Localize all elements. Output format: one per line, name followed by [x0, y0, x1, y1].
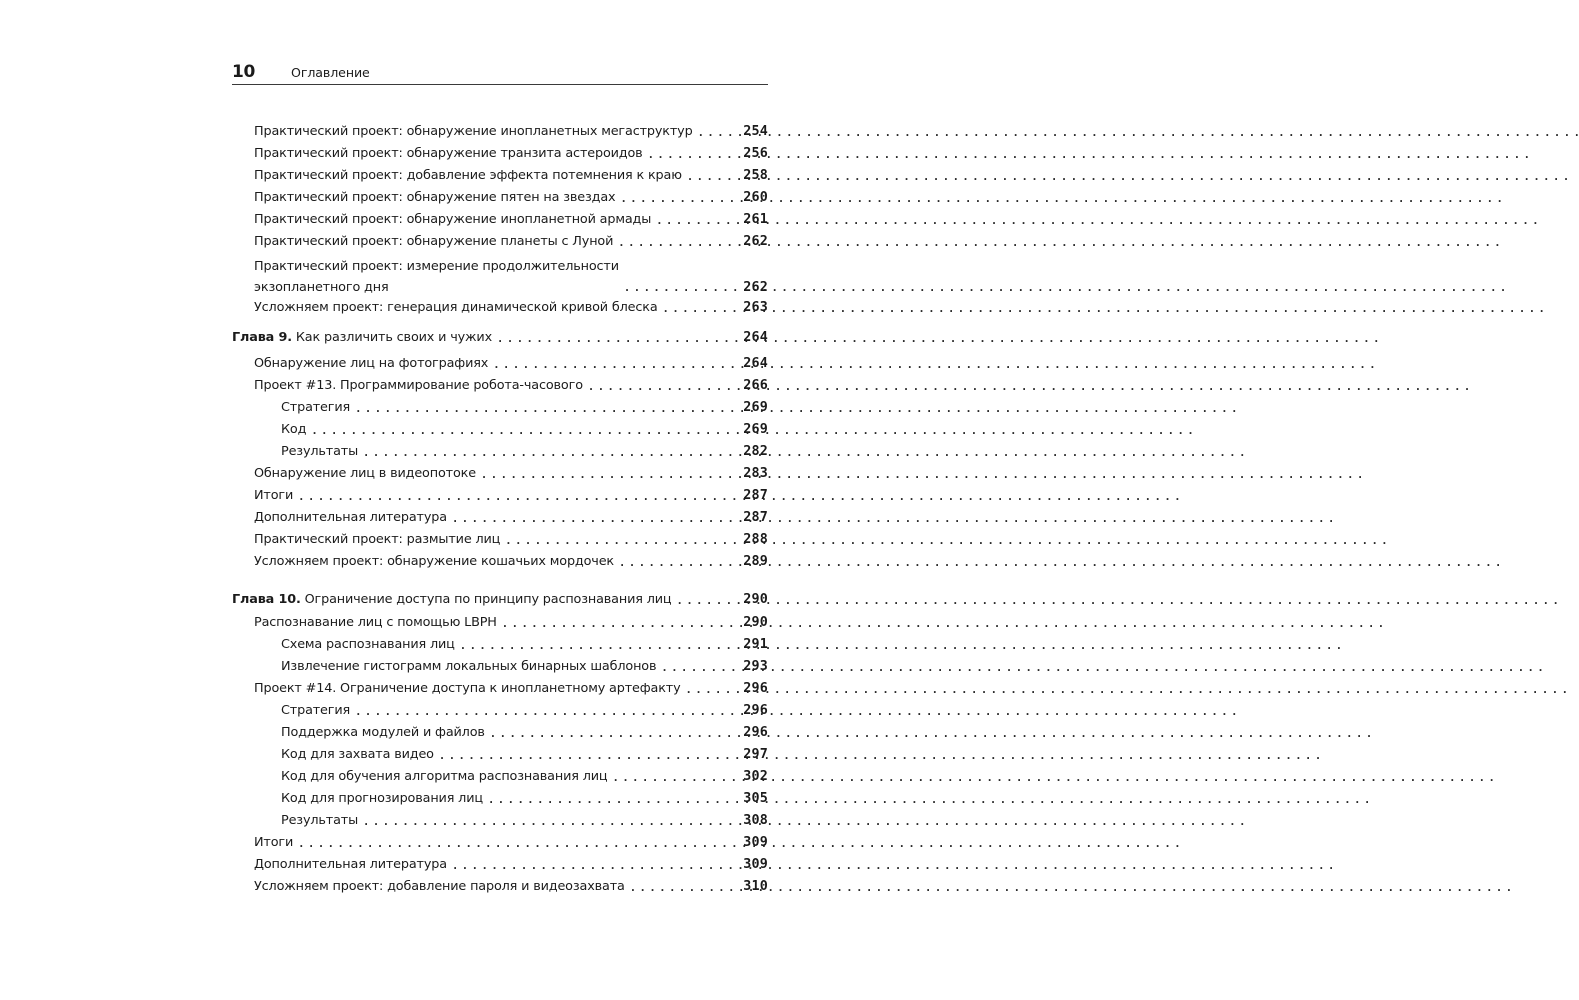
page-number: 10 [232, 62, 256, 82]
toc-entry-title: Результаты [281, 813, 359, 828]
dot-leader [455, 636, 743, 656]
toc-page-number: 305 [743, 791, 768, 806]
dot-leader [358, 443, 743, 463]
dot-leader [619, 278, 743, 298]
toc-entry[interactable] [281, 700, 768, 722]
dot-leader [476, 465, 743, 485]
dot-leader [350, 702, 743, 722]
toc-entry[interactable] [281, 788, 768, 810]
toc-entry-title: Практический проект: размытие лиц [254, 532, 501, 547]
toc-page-number: 254 [743, 124, 768, 139]
toc-entry-title: Практический проект: обнаружение инопланетной армады [254, 212, 652, 227]
toc-page-number: 262 [743, 234, 768, 249]
dot-leader [651, 211, 743, 231]
toc-entry-title: Код для обучения алгоритма распознавания лиц [281, 769, 608, 784]
dot-leader [681, 680, 744, 700]
toc-entry[interactable] [281, 656, 768, 678]
toc-entry[interactable] [281, 766, 768, 788]
toc-entry-title: Обнаружение лиц на фотографиях [254, 356, 489, 371]
toc-page-number: 290 [743, 615, 768, 630]
toc-entry[interactable] [281, 419, 768, 441]
toc-entry[interactable] [281, 744, 768, 766]
dot-leader [293, 487, 743, 507]
toc-page-number: 264 [743, 356, 768, 371]
toc-page-number: 258 [743, 168, 768, 183]
toc-entry[interactable] [254, 876, 768, 898]
toc-page-number: 282 [743, 444, 768, 459]
toc-page-number: 260 [743, 190, 768, 205]
chapter-label: Глава 9. [232, 330, 292, 345]
dot-leader [434, 746, 743, 766]
toc-entry-title: Практический проект: обнаружение инопланетных мегаструктур [254, 124, 693, 139]
toc-entry[interactable] [254, 121, 768, 143]
toc-entry-title: Стратегия [281, 400, 351, 415]
toc-entry[interactable] [281, 810, 768, 832]
toc-entry[interactable] [254, 165, 768, 187]
toc-page-number: 296 [743, 703, 768, 718]
toc-page-number: 262 [743, 279, 768, 295]
dot-leader [293, 834, 743, 854]
toc-entry[interactable] [254, 353, 768, 375]
toc-entry-title: Практический проект: обнаружение транзита астероидов [254, 146, 643, 161]
toc-chapter-entry[interactable] [232, 589, 768, 611]
toc-page-number: 309 [743, 835, 768, 850]
dot-leader [488, 355, 743, 375]
toc-entry[interactable] [254, 209, 768, 231]
toc-entry-title: Поддержка модулей и файлов [281, 725, 485, 740]
toc-entry-title: Дополнительная литература [254, 857, 447, 872]
toc-entry-title: Код для захвата видео [281, 747, 434, 762]
dot-leader [643, 145, 744, 165]
toc-entry-title: Итоги [254, 488, 294, 503]
toc-page-number: 287 [743, 510, 768, 525]
toc-entry-title: Результаты [281, 444, 359, 459]
toc-page-number: 283 [743, 466, 768, 481]
toc-entry-title [232, 327, 492, 349]
toc-entry-title: Проект #14. Ограничение доступа к инопланетному артефакту [254, 681, 681, 696]
dot-leader [583, 377, 743, 397]
toc-entry-title: Усложняем проект: обнаружение кошачьих мордочек [254, 554, 615, 569]
toc-entry[interactable] [254, 143, 768, 165]
chapter-title: Ограничение доступа по принципу распознавания лиц [304, 592, 672, 607]
toc-page-number: 256 [743, 146, 768, 161]
toc-entry[interactable] [254, 832, 768, 854]
toc-page-number: 291 [743, 637, 768, 652]
dot-leader [656, 658, 743, 678]
dot-leader [671, 591, 743, 611]
toc-entry-title: Усложняем проект: добавление пароля и видеозахвата [254, 879, 625, 894]
toc-page-number: 310 [743, 879, 768, 894]
toc-entry[interactable] [254, 257, 768, 298]
toc-chapter-entry[interactable] [232, 327, 768, 349]
toc-entry-title: Проект #13. Программирование робота-часового [254, 378, 583, 393]
running-title: Оглавление [291, 65, 370, 80]
toc-page-number: 287 [743, 488, 768, 503]
toc-page-number: 288 [743, 532, 768, 547]
dot-leader [625, 878, 743, 898]
dot-leader [306, 421, 743, 441]
toc-entry-title: Стратегия [281, 703, 351, 718]
toc-page-number: 296 [743, 681, 768, 696]
toc-entry[interactable] [254, 485, 768, 507]
dot-leader [497, 614, 743, 634]
toc-entry-title: Дополнительная литература [254, 510, 447, 525]
toc-entry-title: Итоги [254, 835, 294, 850]
toc-page-number: 302 [743, 769, 768, 784]
toc-page-number: 266 [743, 378, 768, 393]
toc-entry[interactable] [254, 507, 768, 529]
toc-entry[interactable] [254, 529, 768, 551]
toc-page-number: 296 [743, 725, 768, 740]
toc-page-number: 290 [743, 592, 768, 607]
toc-page-number: 297 [743, 747, 768, 762]
toc-entry-title-line-1: Практический проект: измерение продолжительности [254, 259, 619, 274]
chapter-title: Как различить своих и чужих [295, 330, 493, 345]
toc-entry-title: Практический проект: добавление эффекта потемнения к краю [254, 168, 682, 183]
toc-entry-title: Код для прогнозирования лиц [281, 791, 483, 806]
toc-page-number: 309 [743, 857, 768, 872]
dot-leader [682, 167, 743, 187]
toc-entry-title: Схема распознавания лиц [281, 637, 455, 652]
toc-entry[interactable] [281, 397, 768, 419]
toc-page-number: 269 [743, 422, 768, 437]
toc-entry-title-line-2: экзопланетного дня [254, 279, 389, 295]
chapter-label: Глава 10. [232, 592, 301, 607]
toc-entry-title: Распознавание лиц с помощью LBPH [254, 615, 497, 630]
dot-leader [658, 299, 744, 319]
toc-entry[interactable] [254, 187, 768, 209]
toc-entry[interactable] [254, 854, 768, 876]
toc-page-number: 269 [743, 400, 768, 415]
toc-entry[interactable] [254, 375, 768, 397]
dot-leader [447, 856, 743, 876]
dot-leader [358, 812, 743, 832]
dot-leader [483, 790, 743, 810]
dot-leader [613, 233, 743, 253]
toc-entry[interactable] [281, 722, 768, 744]
dot-leader [607, 768, 743, 788]
dot-leader [447, 509, 743, 529]
dot-leader [485, 724, 743, 744]
dot-leader [693, 123, 744, 143]
toc-entry[interactable] [254, 297, 768, 319]
toc-entry[interactable] [254, 678, 768, 700]
toc-entry[interactable] [254, 612, 768, 634]
dot-leader [500, 531, 743, 551]
toc-page-number: 289 [743, 554, 768, 569]
toc-page-number: 293 [743, 659, 768, 674]
toc-entry[interactable] [254, 551, 768, 573]
toc-page-number: 263 [743, 300, 768, 315]
toc-entry-title [232, 589, 671, 611]
dot-leader [350, 399, 743, 419]
toc-entry-title: Код [281, 422, 307, 437]
toc-page-number: 264 [743, 330, 768, 345]
toc-entry-title: Извлечение гистограмм локальных бинарных шаблонов [281, 659, 657, 674]
toc-entry-title [254, 257, 619, 298]
toc-entry[interactable] [254, 463, 768, 485]
toc-entry[interactable] [254, 231, 768, 253]
toc-page-number: 261 [743, 212, 768, 227]
toc-entry[interactable] [281, 634, 768, 656]
toc-entry-title: Практический проект: обнаружение планеты с Луной [254, 234, 614, 249]
toc-entry[interactable] [281, 441, 768, 463]
dot-leader [614, 553, 743, 573]
dot-leader [615, 189, 743, 209]
toc-entry-title: Усложняем проект: генерация динамической кривой блеска [254, 300, 658, 315]
toc-entry-title: Обнаружение лиц в видеопотоке [254, 466, 476, 481]
dot-leader [492, 329, 743, 349]
toc-page-number: 308 [743, 813, 768, 828]
toc-entry-title: Практический проект: обнаружение пятен на звездах [254, 190, 616, 205]
